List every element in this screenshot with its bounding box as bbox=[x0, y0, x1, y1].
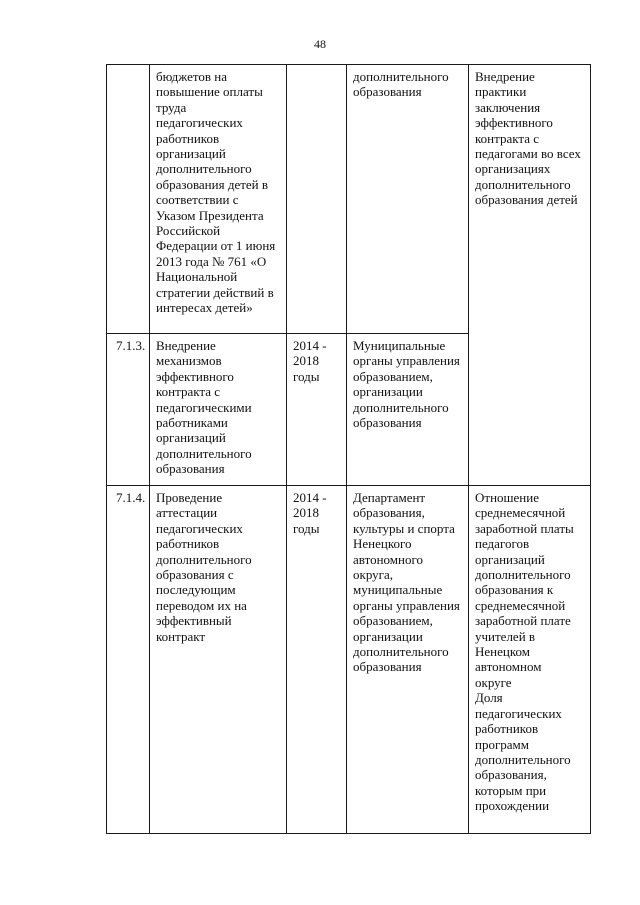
cell-activity: бюджетов на повышение оплаты труда педагогических работников организаций дополнительного образования детей в соответствии с Указом Президента Российской Федерации от 1 июня 2013 года № 761 «О Национальной стратегии действий в интересах детей» bbox=[150, 65, 287, 334]
cell-indicator: Внедрение практики заключения эффективного контракта с педагогами во всех организациях дополнительного образования детей bbox=[469, 65, 591, 334]
cell-number: 7.1.4. bbox=[107, 486, 150, 834]
table-row bbox=[107, 334, 591, 486]
cell-period: 2014 - 2018 годы bbox=[287, 334, 347, 486]
cell-indicator: Отношение среднемесячной заработной платы педагогов организаций дополнительного образования к среднемесячной заработной плате учителей в Ненецком автономном округе Доля педагогических работников программ дополнительного образования, которым при прохождении bbox=[469, 486, 591, 834]
cell-activity: Внедрение механизмов эффективного контракта с педагогическими работниками организаций дополнительного образования bbox=[150, 334, 287, 486]
cell-activity: Проведение аттестации педагогических работников дополнительного образования с последующим переводом их на эффективный контракт bbox=[150, 486, 287, 834]
cell-executor: дополнительного образования bbox=[347, 65, 469, 334]
cell-period bbox=[287, 65, 347, 334]
table-row bbox=[107, 486, 591, 834]
page-number: 48 bbox=[314, 37, 326, 51]
cell-executor: Муниципальные органы управления образованием, организации дополнительного образования bbox=[347, 334, 469, 486]
cell-executor: Департамент образования, культуры и спорта Ненецкого автономного округа, муниципальные органы управления образованием, организации дополнительного образования bbox=[347, 486, 469, 834]
cell-period: 2014 - 2018 годы bbox=[287, 486, 347, 834]
table-row bbox=[107, 65, 591, 334]
cell-number bbox=[107, 65, 150, 334]
measures-table bbox=[106, 64, 591, 834]
cell-number: 7.1.3. bbox=[107, 334, 150, 486]
cell-indicator bbox=[469, 334, 591, 486]
